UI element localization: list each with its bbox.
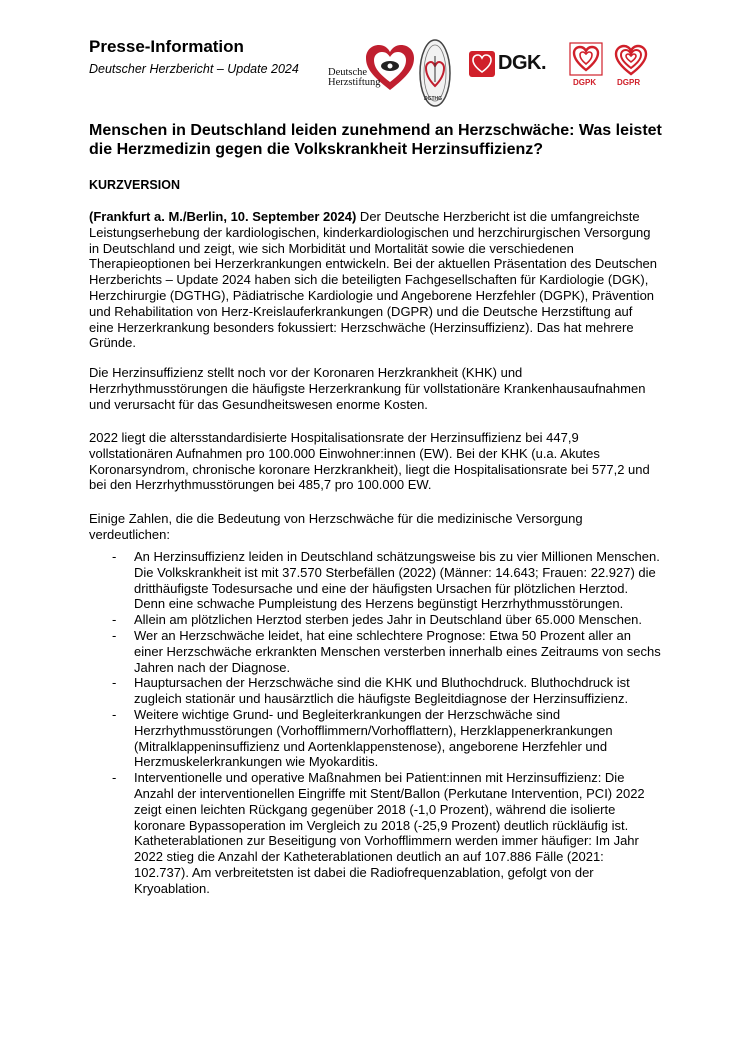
dgpk-label: DGPK [573,78,597,87]
dgk-logo-text: DGK. [498,52,546,74]
list-item: - Weitere wichtige Grund- und Begleiterkrankungen der Herzschwäche sind Herzrhythmusstörungen (Vorhofflimmern/Vorhofflattern), Herzklappenerkrankungen (Mitralklappeninsuffizienz und Aortenklappenstenose), angeborene Herzfehler und Herzmuskelerkrankungen wie Myokarditis. [112,706,613,770]
list-item: - Interventionelle und operative Maßnahmen bei Patient:innen mit Herzinsuffizienz: Die Anzahl der interventionellen Eingriffe mit Stent/Ballon (Perkutane Intervention, PCI) 2022 zeigt einen leichten Rückgang gegenüber 2018 (-1,0 Prozent), während die isolierte koronare Bypassoperation im Vergleich zu 2018 (-25,9 Prozent) deutlich rückläufig ist. Katheterablationen zur Beseitigung von Vorhofflimmern werden immer häufiger: Im Jahr 2022 stieg die Anzahl der Katheterablationen deutlich an auf 107.886 Fälle (2021: 102.737). Am verbreitetsten ist dabei die Radiofrequenzablation, gefolgt von der Kryoablation. [112,770,645,896]
intro-paragraph [89,209,659,351]
press-subtitle: Deutscher Herzbericht – Update 2024 [89,62,299,76]
dgpk-logo-icon [569,42,603,76]
dgpr-logo-icon [614,44,648,76]
intro-text: Der Deutsche Herzbericht ist die umfangreichste Leistungserhebung der kardiologischen, kinderkardiologischen und herzchirurgischen Versorgung in Deutschland und zeigt, wie sich Morbidität und Mortalität sowie die verschiedenen Therapieoptionen bei Herzerkrankungen entwickeln. Bei der aktuellen Präsentation des Deutschen Herzberichts – Update 2024 haben sich die beteiligten Fachgesellschaften für Kardiologie (DGK), Herzchirurgie (DGTHG), Pädiatrische Kardiologie und Angeborene Herzfehler (DGPK), Prävention und Rehabilitation von Herz-Kreislauferkrankungen (DGPR) und die Deutsche Herzstiftung auf eine Herzerkrankung besonders fokussiert: Herzschwäche (Herzinsuffizienz). Das hat mehrere Gründe. [89,209,658,351]
list-item-extra: Katheterablationen zur Beseitigung von Vorhofflimmern werden immer häufiger: Im Jahr 2022 stieg die Anzahl der Katheterablationen deutlich an auf 107.886 Fälle (2021: 102.737). Am verbreitetsten ist dabei die Radiofrequenzablation, gefolgt von der Kryoablation. [134,833,639,896]
list-item: - An Herzinsuffizienz leiden in Deutschland schätzungsweise bis zu vier Millionen Menschen. Die Volkskrankheit ist mit 37.570 Sterbefällen (2022) (Männer: 14.643; Frauen: 22.927) die dritthäufigste Todesursache und eine der häufigsten Ursachen für plötzlichen Herztod. Denn eine schwache Pumpleistung des Herzens begünstigt Herzrhythmusstörungen. [112,549,660,612]
paragraph-3: 2022 liegt die altersstandardisierte Hospitalisationsrate der Herzinsuffizienz bei 447,9 vollstationären Aufnahmen pro 100.000 Einwohner:innen (EW). Bei der KHK (u.a. Akutes Koronarsyndrom, chronische koronare Herzkrankheit), liegt die Hospitalisationsrate bei 577,2 und bei den Herzrhythmusstörungen bei 485,7 pro 100.000 EW. [89,430,650,493]
headline: Menschen in Deutschland leiden zunehmend an Herzschwäche: Was leistet die Herzmedizin gegen die Volkskrankheit Herzinsuffizienz? [89,122,662,158]
list-item: - Allein am plötzlichen Herztod sterben jedes Jahr in Deutschland über 65.000 Menschen. [112,612,643,628]
paragraph-4: Einige Zahlen, die die Bedeutung von Herzschwäche für die medizinische Versorgung verdeutlichen: [89,511,583,542]
paragraph-2: Die Herzinsuffizienz stellt noch vor der Koronaren Herzkrankheit (KHK) und Herzrhythmusstörungen die häufigste Herzerkrankung für vollstationäre Krankenhausaufnahmen und verursacht für das Gesundheitswesen enorme Kosten. [89,365,646,412]
dateline: (Frankfurt a. M./Berlin, 10. September 2024) [89,209,357,224]
dgpr-label: DGPR [617,78,641,87]
facts-list [89,549,661,897]
press-title: Presse-Information [89,37,244,56]
partner-logos [326,38,666,110]
dgthg-logo-icon: DGTHG [418,38,452,108]
dhs-logo-text: Deutsche Herzstiftung [328,67,381,88]
list-item: - Hauptursachen der Herzschwäche sind die KHK und Bluthochdruck. Bluthochdruck ist zugleich stationär und hausärztlich die häufigste Begleitdiagnose der Herzinsuffizienz. [112,675,630,707]
section-label: KURZVERSION [89,178,180,192]
list-item: - Wer an Herzschwäche leidet, hat eine schlechtere Prognose: Etwa 50 Prozent aller an einer Herzschwäche erkrankten Menschen versterben innerhalb eines Zeitraums von sechs Jahren nach der Diagnose. [112,627,661,675]
dgk-heart-icon [469,51,495,77]
